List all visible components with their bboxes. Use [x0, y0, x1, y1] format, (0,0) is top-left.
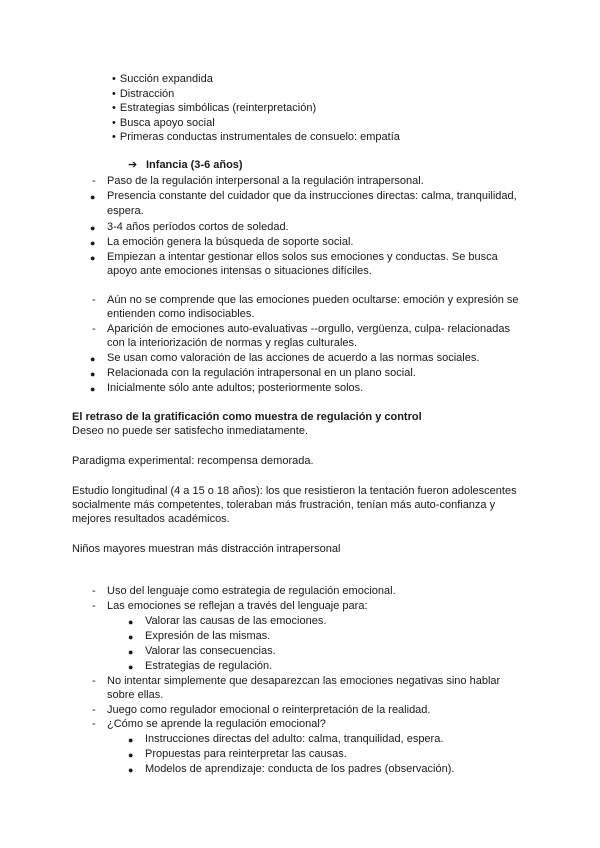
bullet-marker: ● — [128, 735, 134, 745]
bullet-marker: ● — [128, 765, 134, 775]
list-item: • Primeras conductas instrumentales de consuelo: empatía — [112, 130, 400, 144]
sub-list-item: Modelos de aprendizaje: conducta de los padres (observación). — [145, 763, 455, 775]
bullet-marker: ● — [128, 662, 134, 672]
bullet-marker: ● — [128, 617, 134, 627]
list-item: Las emociones se reflejan a través del lenguaje para: — [107, 600, 368, 612]
dash-marker: - — [92, 294, 96, 306]
sub-list-item: Estrategias de regulación. — [145, 660, 273, 672]
dash-marker: - — [92, 704, 96, 716]
paragraph: mejores resultados académicos. — [72, 513, 230, 525]
list-item: • Estrategias simbólicas (reinterpretación) — [112, 101, 316, 115]
bullet-marker: ● — [90, 369, 96, 379]
list-item: • Succión expandida — [112, 72, 213, 86]
list-item-continuation: sobre ellas. — [107, 689, 164, 701]
sub-list-item: Valorar las causas de las emociones. — [145, 615, 327, 627]
section-heading: El retraso de la gratificación como muestra de regulación y control — [72, 411, 422, 423]
bullet-marker: ● — [90, 192, 96, 202]
list-item-continuation: entienden como indisociables. — [107, 308, 255, 320]
list-item: Se usan como valoración de las acciones de acuerdo a las normas sociales. — [107, 352, 480, 364]
bullet-marker: ● — [128, 750, 134, 760]
list-item: Empiezan a intentar gestionar ellos solos sus emociones y conductas. Se busca — [107, 251, 498, 263]
list-item: Uso del lenguaje como estrategia de regulación emocional. — [107, 585, 396, 597]
sub-list-item: Propuestas para reinterpretar las causas. — [145, 748, 347, 760]
section-heading: Infancia (3-6 años) — [146, 159, 243, 171]
paragraph: Paradigma experimental: recompensa demorada. — [72, 455, 314, 467]
list-item-continuation: apoyo ante emociones intensas o situaciones difíciles. — [107, 265, 372, 277]
list-item: • Distracción — [112, 87, 174, 101]
arrow-icon: ➔ — [128, 159, 138, 171]
list-item-continuation: espera. — [107, 205, 144, 217]
sub-list-item: Expresión de las mismas. — [145, 630, 271, 642]
paragraph: Estudio longitudinal (4 a 15 o 18 años): los que resistieron la tentación fueron adolescentes — [72, 485, 517, 497]
list-item-continuation: con la interiorización de normas y reglas culturales. — [107, 337, 358, 349]
list-item: Presencia constante del cuidador que da instrucciones directas: calma, tranquilidad, — [107, 190, 517, 202]
paragraph: Niños mayores muestran más distracción intrapersonal — [72, 543, 341, 555]
list-item: Aparición de emociones auto-evaluativas --orgullo, vergüenza, culpa- relacionadas — [107, 323, 510, 335]
dash-marker: - — [92, 323, 96, 335]
list-item: Aún no se comprende que las emociones pueden ocultarse: emoción y expresión se — [107, 294, 519, 306]
list-item: No intentar simplemente que desaparezcan las emociones negativas sino hablar — [107, 675, 501, 687]
list-item: Relacionada con la regulación intrapersonal en un plano social. — [107, 367, 416, 379]
dash-marker: - — [92, 175, 96, 187]
list-item: Juego como regulador emocional o reinterpretación de la realidad. — [107, 704, 431, 716]
bullet-marker: ● — [128, 632, 134, 642]
dash-marker: - — [92, 675, 96, 687]
dash-marker: - — [92, 600, 96, 612]
bullet-marker: ● — [90, 354, 96, 364]
paragraph: Deseo no puede ser satisfecho inmediatamente. — [72, 425, 309, 437]
sub-list-item: Valorar las consecuencias. — [145, 645, 276, 657]
dash-marker: - — [92, 718, 96, 730]
bullet-marker: ● — [90, 223, 96, 233]
dash-marker: - — [92, 585, 96, 597]
paragraph: socialmente más competentes, toleraban más frustración, tenían más auto-confianza y — [72, 499, 496, 511]
list-item: 3-4 años períodos cortos de soledad. — [107, 221, 289, 233]
bullet-marker: ● — [128, 647, 134, 657]
sub-list-item: Instrucciones directas del adulto: calma, tranquilidad, espera. — [145, 733, 444, 745]
list-item: Inicialmente sólo ante adultos; posteriormente solos. — [107, 382, 364, 394]
list-item: Paso de la regulación interpersonal a la regulación intrapersonal. — [107, 175, 424, 187]
bullet-marker: ● — [90, 238, 96, 248]
bullet-marker: ● — [90, 384, 96, 394]
list-item: • Busca apoyo social — [112, 116, 215, 130]
bullet-marker: ● — [90, 253, 96, 263]
list-item: ¿Cómo se aprende la regulación emocional? — [107, 718, 326, 730]
list-item: La emoción genera la búsqueda de soporte social. — [107, 236, 354, 248]
